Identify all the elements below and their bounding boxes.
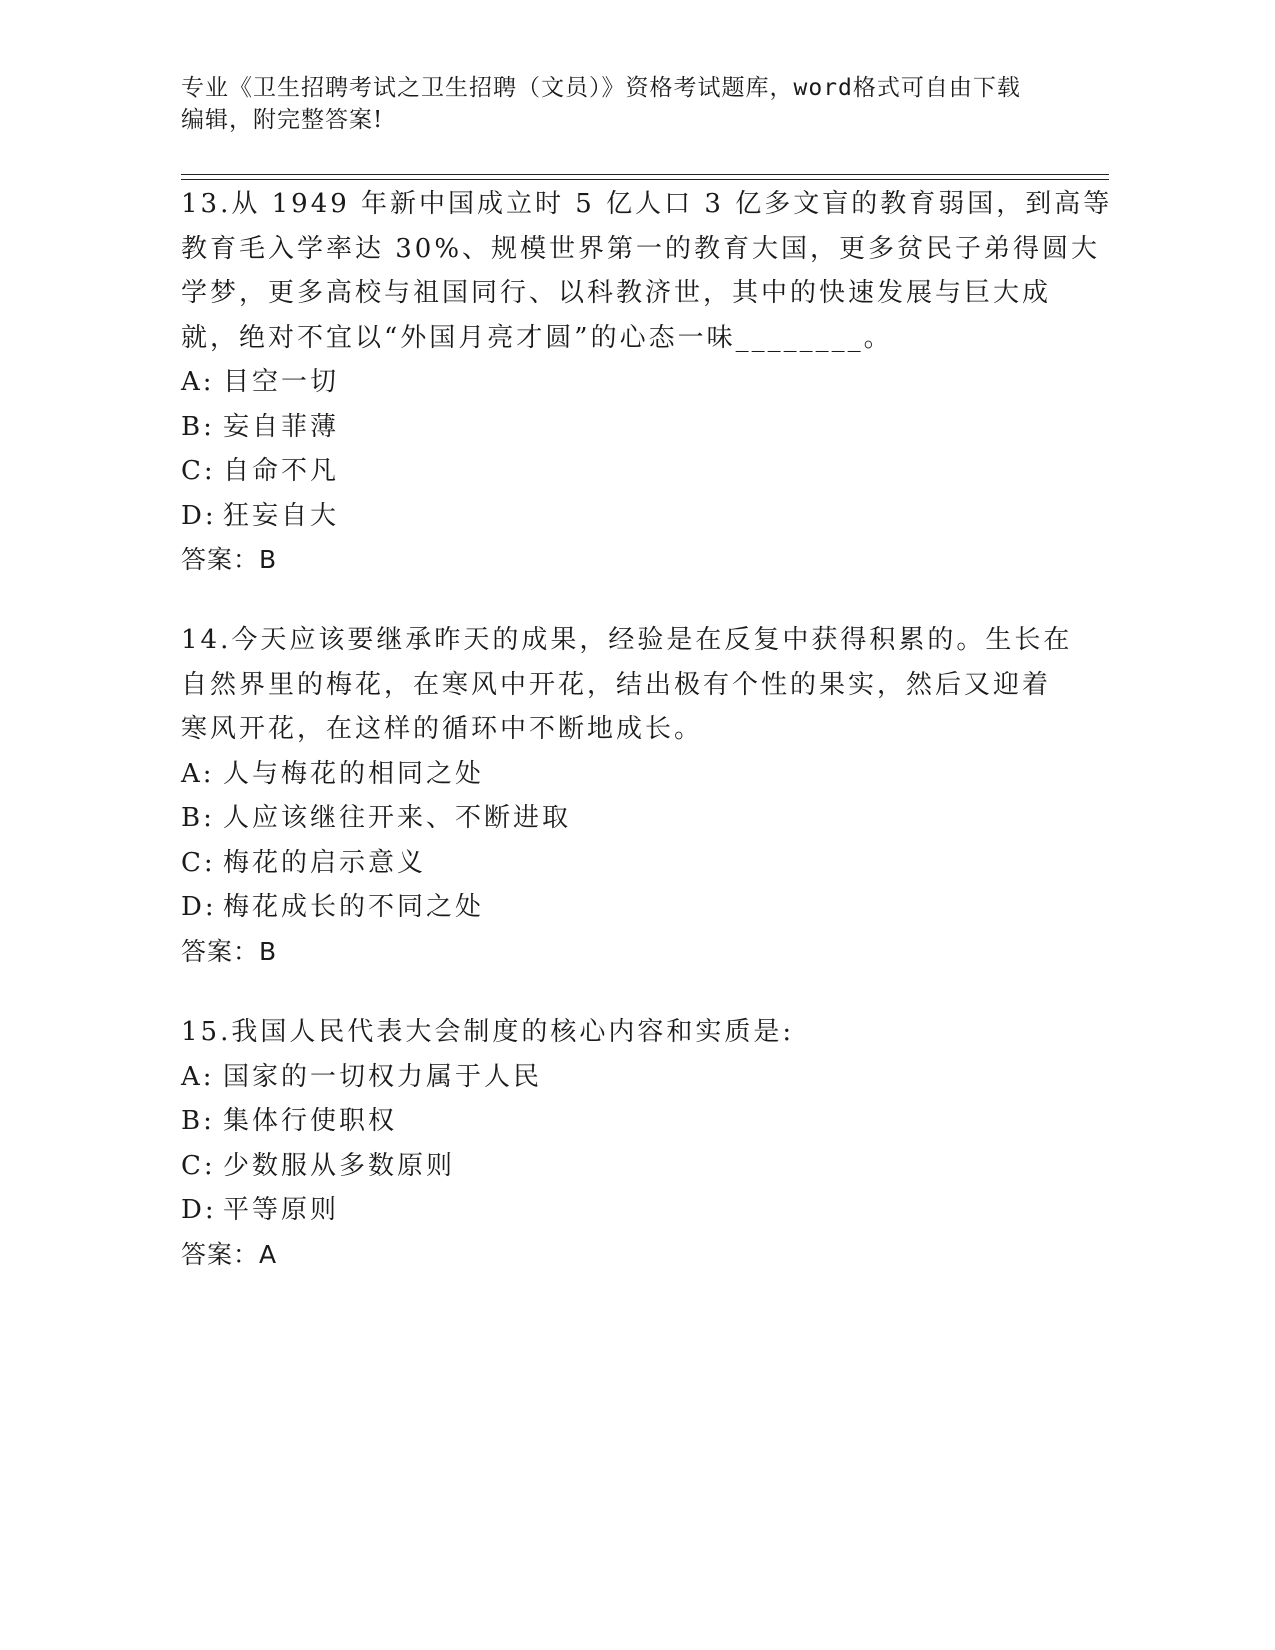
option-c <box>181 1144 1061 1189</box>
stem-line: 15.我国人民代表大会制度的核心内容和实质是: <box>181 1017 795 1047</box>
option-key: D: <box>181 500 217 531</box>
option-key: B: <box>181 1106 215 1136</box>
stem-line: 学梦，更多高校与祖国同行、以科教济世，其中的快速发展与巨大成 <box>181 278 1052 308</box>
option-c <box>181 841 1061 886</box>
option-b <box>181 1099 1061 1144</box>
option-d <box>181 885 1061 930</box>
option-text: 集体行使职权 <box>223 1106 398 1136</box>
question-stem <box>181 1010 1061 1055</box>
option-key: C: <box>181 1150 216 1181</box>
option-text: 平等原则 <box>223 1195 340 1225</box>
header-line-1 <box>181 72 1061 104</box>
question-13 <box>181 182 1113 583</box>
header-divider-top <box>181 174 1109 175</box>
question-stem <box>181 618 1073 752</box>
option-a <box>181 1055 1061 1100</box>
option-a <box>181 360 1061 405</box>
option-text: 少数服从多数原则 <box>223 1150 456 1181</box>
header-divider-bottom <box>181 179 1109 180</box>
option-text: 妄自菲薄 <box>223 411 340 442</box>
option-d <box>181 1188 1061 1233</box>
option-c <box>181 449 1061 494</box>
option-b <box>181 796 1061 841</box>
option-key: C: <box>181 456 216 486</box>
stem-line: 寒风开花，在这样的循环中不断地成长。 <box>181 714 704 744</box>
option-text: 梅花成长的不同之处 <box>223 892 485 922</box>
option-key: B: <box>181 803 215 833</box>
question-14 <box>181 618 1073 974</box>
answer-line: 答案：B <box>181 936 278 966</box>
option-text: 梅花的启示意义 <box>223 847 427 878</box>
option-key: A: <box>181 1061 215 1092</box>
option-text: 自命不凡 <box>223 456 340 486</box>
option-text: 人与梅花的相同之处 <box>223 758 485 789</box>
answer-line: 答案：A <box>181 1239 278 1269</box>
option-b <box>181 405 1061 450</box>
stem-line: 14.今天应该要继承昨天的成果，经验是在反复中获得积累的。生长在 <box>181 625 1073 655</box>
document-header <box>181 72 1061 136</box>
header-text-end: 格式可自由下载 <box>852 75 1021 101</box>
option-d <box>181 494 1061 539</box>
option-text: 目空一切 <box>223 367 340 397</box>
option-text: 狂妄自大 <box>223 500 340 531</box>
option-key: B: <box>181 411 215 442</box>
stem-line: 13.从 1949 年新中国成立时 5 亿人口 3 亿多文盲的教育弱国，到高等 <box>181 189 1113 219</box>
option-key: D: <box>181 892 217 922</box>
option-key: A: <box>181 758 215 789</box>
answer-line: 答案：B <box>181 545 278 574</box>
option-text: 人应该继往开来、不断进取 <box>223 803 572 833</box>
option-key: C: <box>181 847 216 878</box>
stem-line: 教育毛入学率达 30%、规模世界第一的教育大国，更多贫民子弟得圆大 <box>181 233 1101 264</box>
stem-line: 自然界里的梅花，在寒风中开花，结出极有个性的果实，然后又迎着 <box>181 669 1052 700</box>
option-key: A: <box>181 367 215 397</box>
header-word-text: word <box>793 75 853 101</box>
option-key: D: <box>181 1195 217 1225</box>
header-line-2: 编辑，附完整答案! <box>181 107 384 133</box>
option-a <box>181 752 1061 797</box>
question-15 <box>181 1010 1061 1277</box>
header-text: 专业《卫生招聘考试之卫生招聘（文员）》资格考试题库， <box>181 75 794 101</box>
option-text: 国家的一切权力属于人民 <box>223 1061 543 1092</box>
question-stem <box>181 182 1113 360</box>
stem-line: 就，绝对不宜以“外国月亮才圆”的心态一味________。 <box>181 322 893 353</box>
